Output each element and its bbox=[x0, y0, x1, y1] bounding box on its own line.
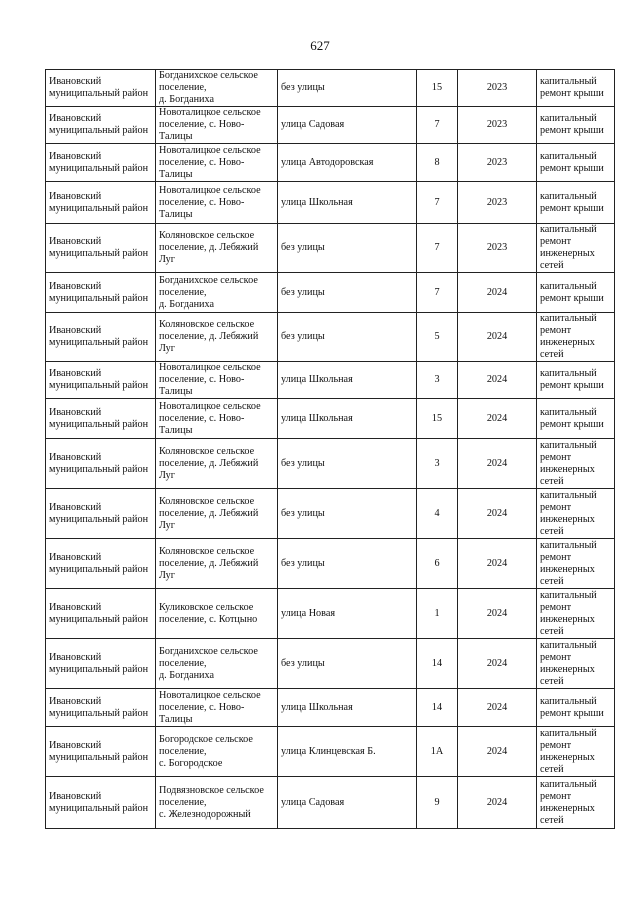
year-cell: 2024 bbox=[458, 489, 537, 539]
house-number-cell: 1А bbox=[417, 727, 458, 777]
table-row bbox=[46, 144, 615, 182]
street-cell: без улицы bbox=[278, 273, 417, 313]
table-row bbox=[46, 107, 615, 144]
settlement-cell: Богданихское сельское поселение, д. Богданиха bbox=[156, 639, 278, 689]
year-cell: 2024 bbox=[458, 689, 537, 727]
house-number-cell: 7 bbox=[417, 107, 458, 144]
year-cell: 2023 bbox=[458, 144, 537, 182]
year-cell: 2023 bbox=[458, 70, 537, 107]
work-type-cell: капитальный ремонт инженерных сетей bbox=[537, 727, 615, 777]
house-number-cell: 15 bbox=[417, 399, 458, 439]
street-cell: без улицы bbox=[278, 639, 417, 689]
street-cell: без улицы bbox=[278, 313, 417, 362]
table-row bbox=[46, 182, 615, 224]
work-type-cell: капитальный ремонт крыши bbox=[537, 362, 615, 399]
table-row bbox=[46, 273, 615, 313]
table-row bbox=[46, 727, 615, 777]
work-type-cell: капитальный ремонт крыши bbox=[537, 107, 615, 144]
district-cell: Ивановский муниципальный район bbox=[46, 273, 156, 313]
settlement-cell: Богородское сельское поселение, с. Богородское bbox=[156, 727, 278, 777]
district-cell: Ивановский муниципальный район bbox=[46, 224, 156, 273]
street-cell: без улицы bbox=[278, 439, 417, 489]
district-cell: Ивановский муниципальный район bbox=[46, 70, 156, 107]
house-number-cell: 1 bbox=[417, 589, 458, 639]
year-cell: 2024 bbox=[458, 777, 537, 829]
year-cell: 2024 bbox=[458, 313, 537, 362]
district-cell: Ивановский муниципальный район bbox=[46, 639, 156, 689]
street-cell: без улицы bbox=[278, 539, 417, 589]
work-type-cell: капитальный ремонт инженерных сетей bbox=[537, 224, 615, 273]
settlement-cell: Новоталицкое сельское поселение, с. Ново-Талицы bbox=[156, 689, 278, 727]
house-number-cell: 7 bbox=[417, 273, 458, 313]
table-row bbox=[46, 689, 615, 727]
house-number-cell: 4 bbox=[417, 489, 458, 539]
work-type-cell: капитальный ремонт крыши bbox=[537, 182, 615, 224]
street-cell: улица Школьная bbox=[278, 399, 417, 439]
work-type-cell: капитальный ремонт крыши bbox=[537, 399, 615, 439]
work-type-cell: капитальный ремонт инженерных сетей bbox=[537, 589, 615, 639]
street-cell: улица Садовая bbox=[278, 107, 417, 144]
house-number-cell: 3 bbox=[417, 362, 458, 399]
house-number-cell: 15 bbox=[417, 70, 458, 107]
street-cell: улица Клинцевская Б. bbox=[278, 727, 417, 777]
settlement-cell: Новоталицкое сельское поселение, с. Ново-Талицы bbox=[156, 107, 278, 144]
district-cell: Ивановский муниципальный район bbox=[46, 589, 156, 639]
district-cell: Ивановский муниципальный район bbox=[46, 689, 156, 727]
house-number-cell: 5 bbox=[417, 313, 458, 362]
settlement-cell: Коляновское сельское поселение, д. Лебяжий Луг bbox=[156, 224, 278, 273]
year-cell: 2023 bbox=[458, 182, 537, 224]
house-number-cell: 9 bbox=[417, 777, 458, 829]
table-row bbox=[46, 399, 615, 439]
table-row bbox=[46, 439, 615, 489]
year-cell: 2023 bbox=[458, 107, 537, 144]
district-cell: Ивановский муниципальный район bbox=[46, 144, 156, 182]
table-row bbox=[46, 777, 615, 829]
work-type-cell: капитальный ремонт инженерных сетей bbox=[537, 639, 615, 689]
settlement-cell: Новоталицкое сельское поселение, с. Ново-Талицы bbox=[156, 362, 278, 399]
settlement-cell: Новоталицкое сельское поселение, с. Ново-Талицы bbox=[156, 182, 278, 224]
street-cell: без улицы bbox=[278, 70, 417, 107]
house-number-cell: 14 bbox=[417, 689, 458, 727]
district-cell: Ивановский муниципальный район bbox=[46, 489, 156, 539]
year-cell: 2024 bbox=[458, 639, 537, 689]
settlement-cell: Новоталицкое сельское поселение, с. Ново-Талицы bbox=[156, 399, 278, 439]
street-cell: без улицы bbox=[278, 489, 417, 539]
settlement-cell: Куликовское сельское поселение, с. Котцыно bbox=[156, 589, 278, 639]
work-type-cell: капитальный ремонт инженерных сетей bbox=[537, 539, 615, 589]
house-number-cell: 3 bbox=[417, 439, 458, 489]
housing-repair-table bbox=[45, 69, 615, 829]
district-cell: Ивановский муниципальный район bbox=[46, 727, 156, 777]
work-type-cell: капитальный ремонт инженерных сетей bbox=[537, 489, 615, 539]
work-type-cell: капитальный ремонт инженерных сетей bbox=[537, 439, 615, 489]
settlement-cell: Коляновское сельское поселение, д. Лебяжий Луг bbox=[156, 313, 278, 362]
house-number-cell: 14 bbox=[417, 639, 458, 689]
district-cell: Ивановский муниципальный район bbox=[46, 362, 156, 399]
settlement-cell: Подвязновское сельское поселение, с. Железнодорожный bbox=[156, 777, 278, 829]
year-cell: 2024 bbox=[458, 439, 537, 489]
district-cell: Ивановский муниципальный район bbox=[46, 107, 156, 144]
page-number: 627 bbox=[310, 38, 330, 53]
year-cell: 2023 bbox=[458, 224, 537, 273]
street-cell: улица Школьная bbox=[278, 689, 417, 727]
house-number-cell: 8 bbox=[417, 144, 458, 182]
street-cell: улица Садовая bbox=[278, 777, 417, 829]
work-type-cell: капитальный ремонт крыши bbox=[537, 273, 615, 313]
house-number-cell: 7 bbox=[417, 182, 458, 224]
settlement-cell: Коляновское сельское поселение, д. Лебяжий Луг bbox=[156, 539, 278, 589]
table-row bbox=[46, 589, 615, 639]
table-row bbox=[46, 639, 615, 689]
work-type-cell: капитальный ремонт инженерных сетей bbox=[537, 313, 615, 362]
year-cell: 2024 bbox=[458, 273, 537, 313]
district-cell: Ивановский муниципальный район bbox=[46, 777, 156, 829]
street-cell: без улицы bbox=[278, 224, 417, 273]
street-cell: улица Автодоровская bbox=[278, 144, 417, 182]
work-type-cell: капитальный ремонт крыши bbox=[537, 70, 615, 107]
work-type-cell: капитальный ремонт крыши bbox=[537, 689, 615, 727]
year-cell: 2024 bbox=[458, 539, 537, 589]
settlement-cell: Новоталицкое сельское поселение, с. Ново-Талицы bbox=[156, 144, 278, 182]
settlement-cell: Богданихское сельское поселение, д. Богданиха bbox=[156, 273, 278, 313]
work-type-cell: капитальный ремонт инженерных сетей bbox=[537, 777, 615, 829]
district-cell: Ивановский муниципальный район bbox=[46, 539, 156, 589]
street-cell: улица Школьная bbox=[278, 182, 417, 224]
year-cell: 2024 bbox=[458, 399, 537, 439]
table-row bbox=[46, 539, 615, 589]
house-number-cell: 6 bbox=[417, 539, 458, 589]
year-cell: 2024 bbox=[458, 362, 537, 399]
table-row bbox=[46, 313, 615, 362]
district-cell: Ивановский муниципальный район bbox=[46, 182, 156, 224]
settlement-cell: Богданихское сельское поселение, д. Богданиха bbox=[156, 70, 278, 107]
table-row bbox=[46, 70, 615, 107]
settlement-cell: Коляновское сельское поселение, д. Лебяжий Луг bbox=[156, 439, 278, 489]
table-row bbox=[46, 489, 615, 539]
district-cell: Ивановский муниципальный район bbox=[46, 439, 156, 489]
house-number-cell: 7 bbox=[417, 224, 458, 273]
street-cell: улица Новая bbox=[278, 589, 417, 639]
settlement-cell: Коляновское сельское поселение, д. Лебяжий Луг bbox=[156, 489, 278, 539]
street-cell: улица Школьная bbox=[278, 362, 417, 399]
table-row bbox=[46, 362, 615, 399]
district-cell: Ивановский муниципальный район bbox=[46, 313, 156, 362]
district-cell: Ивановский муниципальный район bbox=[46, 399, 156, 439]
year-cell: 2024 bbox=[458, 589, 537, 639]
table-row bbox=[46, 224, 615, 273]
table-body bbox=[46, 70, 615, 829]
year-cell: 2024 bbox=[458, 727, 537, 777]
work-type-cell: капитальный ремонт крыши bbox=[537, 144, 615, 182]
